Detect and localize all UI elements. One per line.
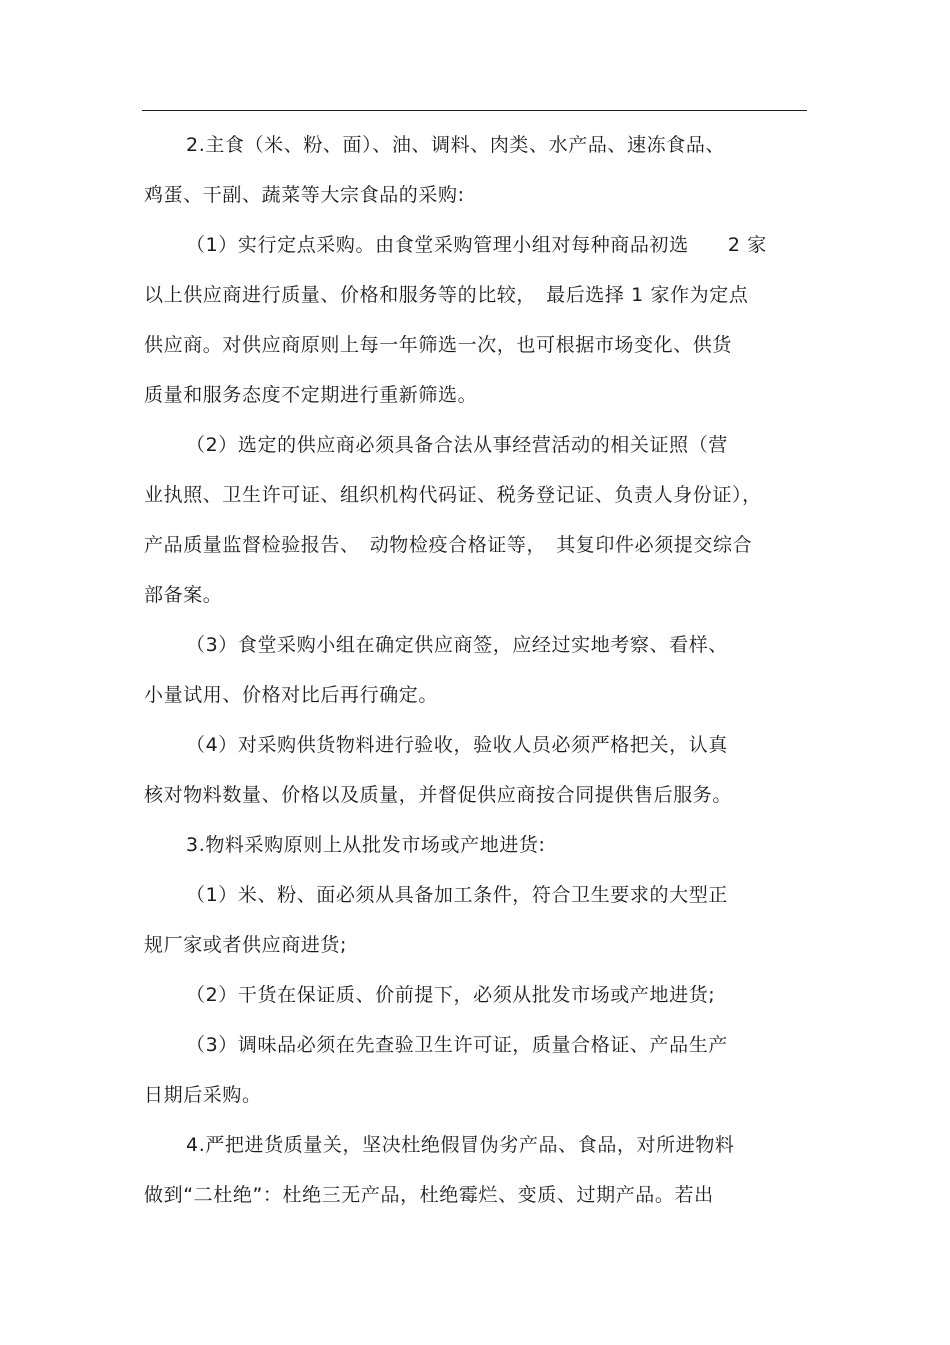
- text-line: 业执照、卫生许可证、组织机构代码证、税务登记证、负责人身份证），: [144, 484, 762, 506]
- text-line: 产品质量监督检验报告、 动物检疫合格证等， 其复印件必须提交综合: [144, 534, 753, 556]
- text-line: （2）干货在保证质、价前提下，必须从批发市场或产地进货;: [186, 984, 716, 1006]
- text-line: 4.严把进货质量关，坚决杜绝假冒伪劣产品、食品，对所进物料: [186, 1134, 735, 1156]
- text-line: 3.物料采购原则上从批发市场或产地进货:: [186, 834, 546, 856]
- text-line: （4）对采购供货物料进行验收，验收人员必须严格把关，认真: [186, 734, 728, 756]
- text-line: （3）调味品必须在先查验卫生许可证，质量合格证、产品生产: [186, 1034, 728, 1056]
- text-line: 质量和服务态度不定期进行重新筛选。: [144, 384, 478, 406]
- header-rule: [142, 110, 807, 111]
- text-line: 部备案。: [144, 584, 223, 606]
- body-text: [144, 120, 806, 1220]
- text-line: 做到“二杜绝”：杜绝三无产品，杜绝霉烂、变质、过期产品。若出: [144, 1184, 714, 1206]
- text-line: 2.主食（米、粉、面）、油、调料、肉类、水产品、速冻食品、: [186, 134, 726, 156]
- text-line: 规厂家或者供应商进货;: [144, 934, 348, 956]
- text-line: 供应商。对供应商原则上每一年筛选一次，也可根据市场变化、供货: [144, 334, 733, 356]
- text-line: （2）选定的供应商必须具备合法从事经营活动的相关证照（营: [186, 434, 728, 456]
- text-line: 核对物料数量、价格以及质量，并督促供应商按合同提供售后服务。: [144, 784, 733, 806]
- text-line: （1）实行定点采购。由食堂采购管理小组对每种商品初选 2 家: [186, 234, 767, 256]
- text-line: （3）食堂采购小组在确定供应商签，应经过实地考察、看样、: [186, 634, 728, 656]
- text-line: （1）米、粉、面必须从具备加工条件，符合卫生要求的大型正: [186, 884, 728, 906]
- text-line: 以上供应商进行质量、价格和服务等的比较， 最后选择 1 家作为定点: [144, 284, 749, 306]
- text-line: 小量试用、价格对比后再行确定。: [144, 684, 439, 706]
- text-line: 鸡蛋、干副、蔬菜等大宗食品的采购:: [144, 184, 465, 206]
- text-line: 日期后采购。: [144, 1084, 262, 1106]
